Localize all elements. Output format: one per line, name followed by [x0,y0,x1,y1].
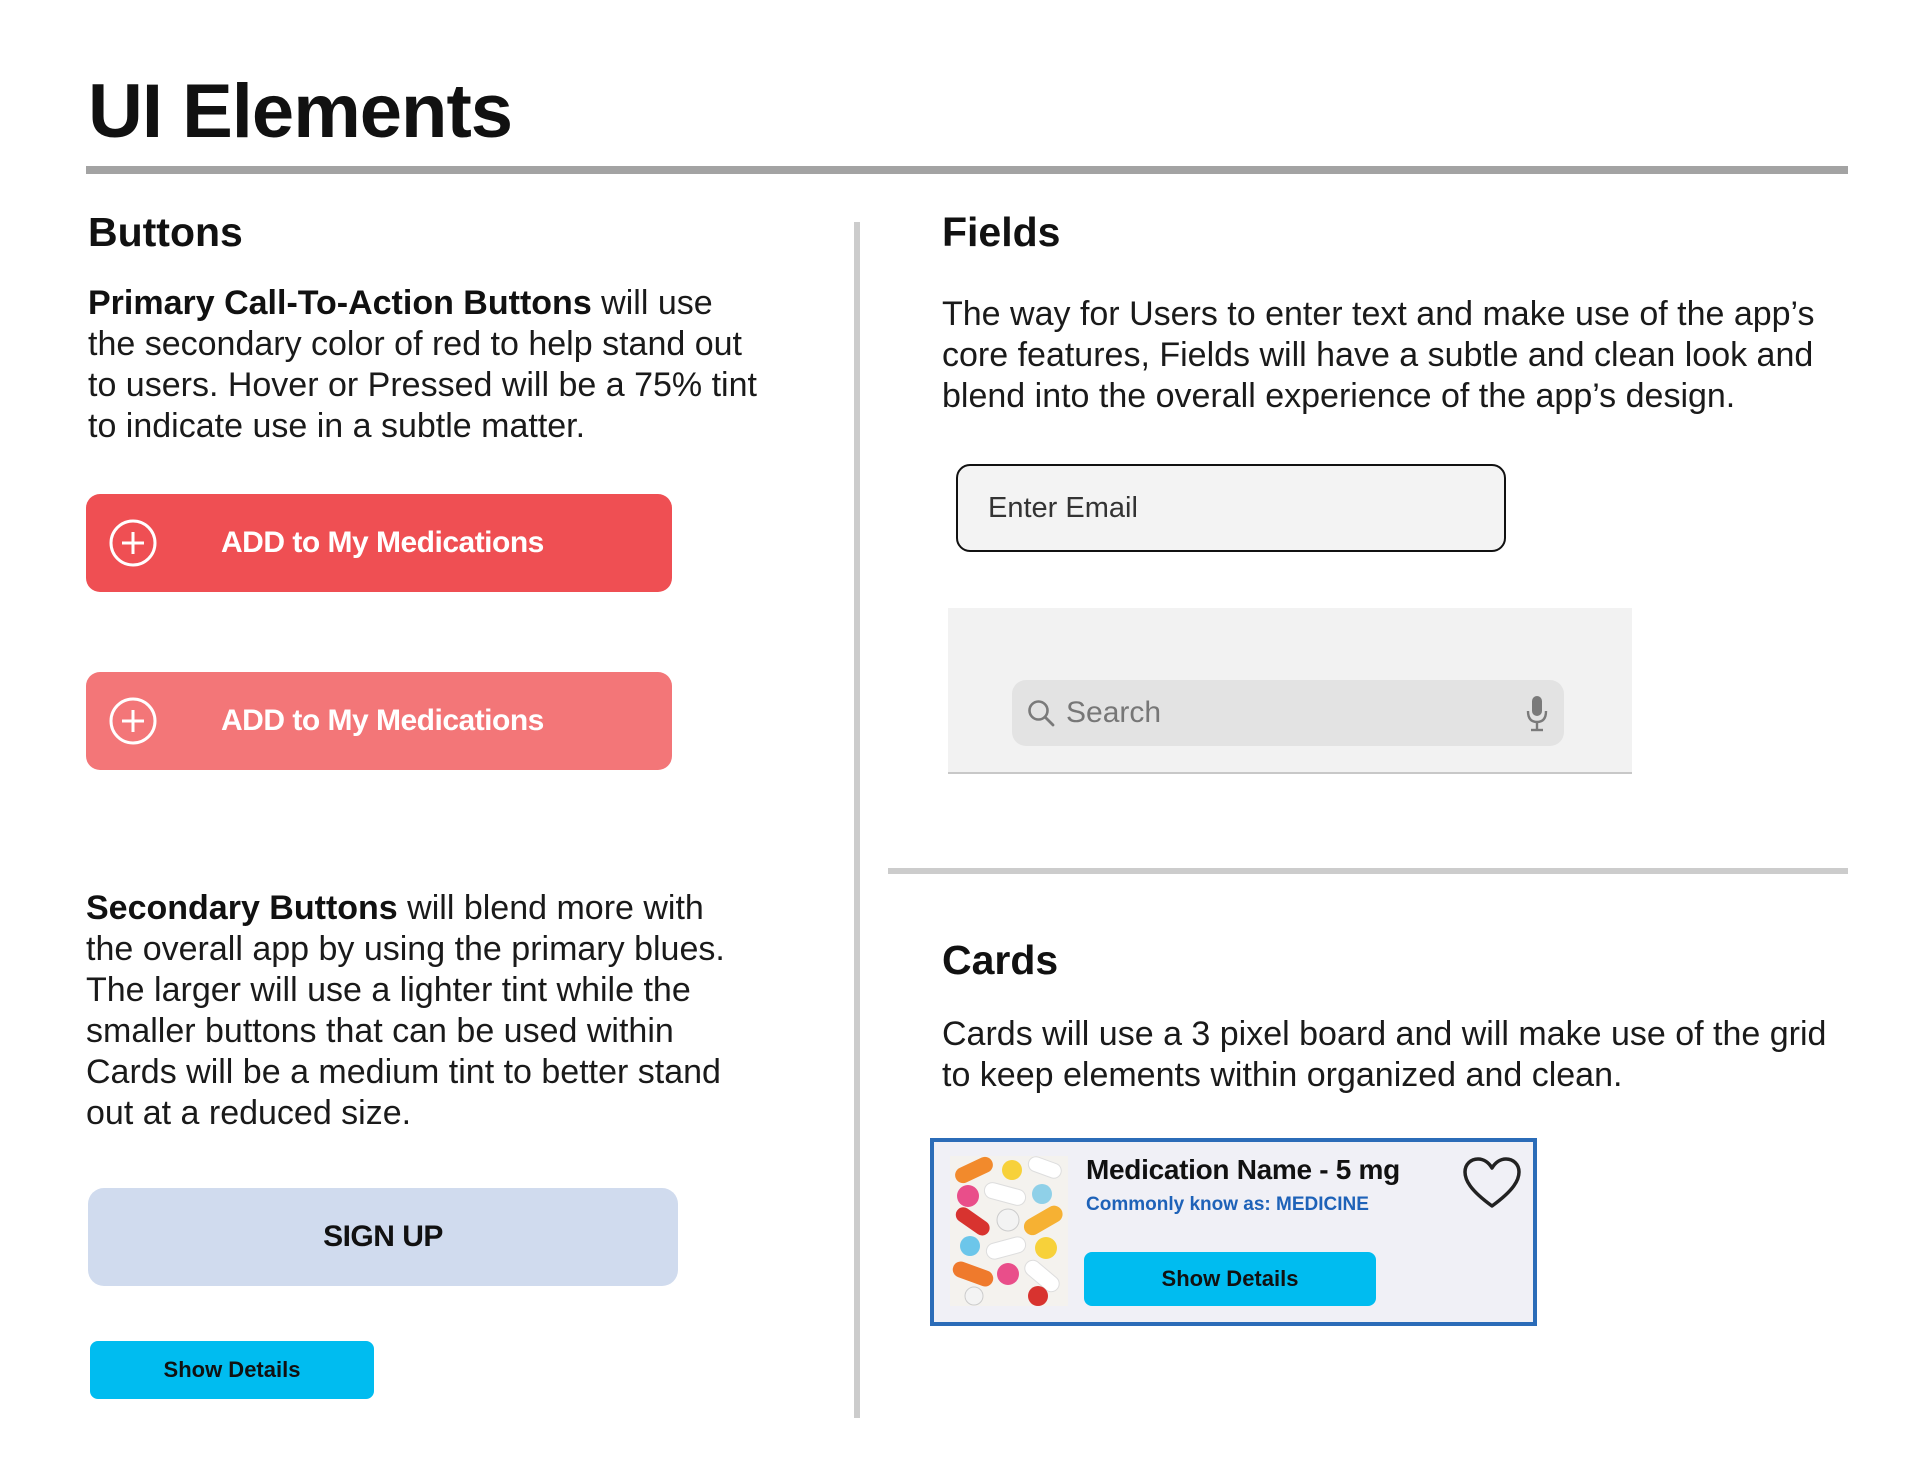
page-title: UI Elements [88,69,513,154]
email-input[interactable] [988,466,1468,550]
sign-up-label: SIGN UP [323,1220,443,1253]
search-icon [1026,698,1056,728]
title-divider [86,166,1848,174]
buttons-heading: Buttons [88,209,243,255]
sign-up-button[interactable] [88,1188,678,1286]
search-field[interactable] [1012,680,1564,746]
microphone-icon[interactable] [1524,694,1550,734]
heart-icon[interactable] [1462,1156,1522,1212]
card-show-details-button[interactable] [1084,1252,1376,1306]
plus-circle-icon [108,696,158,746]
primary-buttons-term: Primary Call-To-Action Buttons [88,284,592,322]
section-divider [888,868,1848,874]
card-show-details-label: Show Details [1161,1266,1299,1291]
secondary-buttons-description [86,888,736,1134]
secondary-buttons-text: will blend more with the overall app by using the primary blues. The larger will use a lighter tint while the smaller buttons that can be used within Cards will be a medium tint to better stand out at a reduced size. [86,889,725,1132]
add-to-medications-hover-label: ADD to My Medications [221,704,544,737]
email-field[interactable] [956,464,1506,552]
medication-image [950,1156,1068,1306]
cards-heading: Cards [942,937,1059,983]
search-bar [948,608,1632,774]
column-divider [854,222,860,1418]
medication-common-name: Commonly know as: MEDICINE [1086,1194,1369,1215]
medication-card[interactable] [930,1138,1537,1326]
primary-buttons-text: will use the secondary color of red to help stand out to users. Hover or Pressed will be a 75% tint to indicate use in a subtle matter. [88,284,757,445]
plus-circle-icon [108,518,158,568]
fields-description: The way for Users to enter text and make use of the app’s core features, Fields will have a subtle and clean look and blend into the overall experience of the app’s design. [942,295,1815,415]
add-to-medications-label: ADD to My Medications [221,526,544,559]
search-input[interactable] [1066,680,1496,746]
secondary-buttons-term: Secondary Buttons [86,889,398,927]
add-to-medications-button-hover[interactable] [86,672,672,770]
show-details-button[interactable] [90,1341,374,1399]
medication-name: Medication Name - 5 mg [1086,1154,1400,1185]
cards-description: Cards will use a 3 pixel board and will make use of the grid to keep elements within organized and clean. [942,1015,1827,1094]
fields-heading: Fields [942,209,1061,255]
primary-buttons-description [88,283,768,447]
show-details-label: Show Details [163,1357,301,1382]
add-to-medications-button[interactable] [86,494,672,592]
